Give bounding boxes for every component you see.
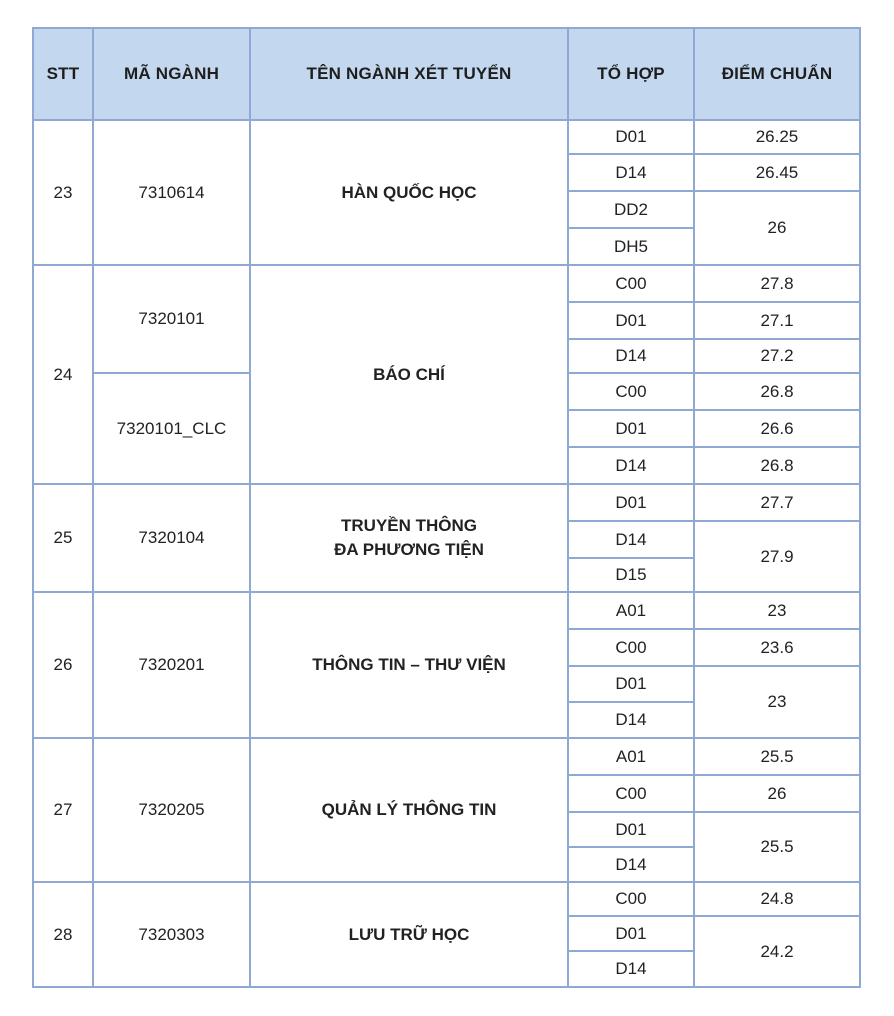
stt-cell: 26 xyxy=(33,592,93,738)
score-cell: 26 xyxy=(694,191,860,265)
combo-cell: A01 xyxy=(568,592,694,629)
score-cell: 26.6 xyxy=(694,410,860,447)
score-cell: 26.8 xyxy=(694,373,860,410)
stt-cell: 23 xyxy=(33,120,93,265)
major-code-cell: 7320205 xyxy=(93,738,250,882)
combo-cell: C00 xyxy=(568,265,694,302)
table-row xyxy=(33,592,860,629)
table-row xyxy=(33,484,860,521)
score-cell: 23 xyxy=(694,592,860,629)
score-cell: 25.5 xyxy=(694,738,860,775)
major-code-cell: 7320201 xyxy=(93,592,250,738)
major-code-clc-cell: 7320101_CLC xyxy=(93,373,250,484)
combo-cell: D14 xyxy=(568,154,694,191)
major-code-cell: 7320303 xyxy=(93,882,250,987)
combo-cell: D01 xyxy=(568,120,694,154)
combo-cell: D01 xyxy=(568,484,694,521)
major-name-cell: HÀN QUỐC HỌC xyxy=(250,120,568,265)
combo-cell: DH5 xyxy=(568,228,694,265)
header-major-code: MÃ NGÀNH xyxy=(93,28,250,120)
stt-cell: 28 xyxy=(33,882,93,987)
major-code-cell: 7320101 xyxy=(93,265,250,373)
combo-cell: C00 xyxy=(568,373,694,410)
score-cell: 27.2 xyxy=(694,339,860,373)
score-cell: 23 xyxy=(694,666,860,738)
combo-cell: D14 xyxy=(568,847,694,882)
combo-cell: C00 xyxy=(568,882,694,916)
combo-cell: DD2 xyxy=(568,191,694,228)
table-row xyxy=(33,882,860,916)
combo-cell: C00 xyxy=(568,629,694,666)
score-cell: 26.45 xyxy=(694,154,860,191)
combo-cell: D01 xyxy=(568,666,694,702)
score-cell: 26.8 xyxy=(694,447,860,484)
score-cell: 27.1 xyxy=(694,302,860,339)
major-name-cell: QUẢN LÝ THÔNG TIN xyxy=(250,738,568,882)
stt-cell: 25 xyxy=(33,484,93,592)
score-cell: 27.7 xyxy=(694,484,860,521)
header-major-name: TÊN NGÀNH XÉT TUYỂN xyxy=(250,28,568,120)
combo-cell: D14 xyxy=(568,951,694,987)
header-subject-combo: TỔ HỢP xyxy=(568,28,694,120)
major-name-cell: BÁO CHÍ xyxy=(250,265,568,484)
admission-scores-table-container xyxy=(32,27,861,988)
header-stt: STT xyxy=(33,28,93,120)
admission-scores-table xyxy=(32,27,861,988)
combo-cell: D14 xyxy=(568,521,694,558)
score-cell: 27.9 xyxy=(694,521,860,592)
major-name-cell: THÔNG TIN – THƯ VIỆN xyxy=(250,592,568,738)
score-cell: 27.8 xyxy=(694,265,860,302)
combo-cell: D01 xyxy=(568,812,694,847)
combo-cell: C00 xyxy=(568,775,694,812)
score-cell: 23.6 xyxy=(694,629,860,666)
combo-cell: D01 xyxy=(568,410,694,447)
score-cell: 26.25 xyxy=(694,120,860,154)
combo-cell: D14 xyxy=(568,702,694,738)
major-code-cell: 7320104 xyxy=(93,484,250,592)
score-cell: 24.8 xyxy=(694,882,860,916)
score-cell: 25.5 xyxy=(694,812,860,882)
major-name-line-1: TRUYỀN THÔNG xyxy=(341,516,477,535)
combo-cell: D01 xyxy=(568,302,694,339)
combo-cell: D14 xyxy=(568,339,694,373)
score-cell: 26 xyxy=(694,775,860,812)
table-row xyxy=(33,738,860,775)
header-cutoff-score: ĐIỂM CHUẨN xyxy=(694,28,860,120)
score-cell: 24.2 xyxy=(694,916,860,987)
combo-cell: D14 xyxy=(568,447,694,484)
stt-cell: 24 xyxy=(33,265,93,484)
table-row xyxy=(33,265,860,302)
major-name-line-2: ĐA PHƯƠNG TIỆN xyxy=(334,540,484,559)
major-name-cell xyxy=(250,484,568,592)
combo-cell: D01 xyxy=(568,916,694,951)
combo-cell: A01 xyxy=(568,738,694,775)
combo-cell: D15 xyxy=(568,558,694,592)
major-name-cell: LƯU TRỮ HỌC xyxy=(250,882,568,987)
table-header-row xyxy=(33,28,860,120)
table-row xyxy=(33,120,860,154)
stt-cell: 27 xyxy=(33,738,93,882)
major-code-cell: 7310614 xyxy=(93,120,250,265)
